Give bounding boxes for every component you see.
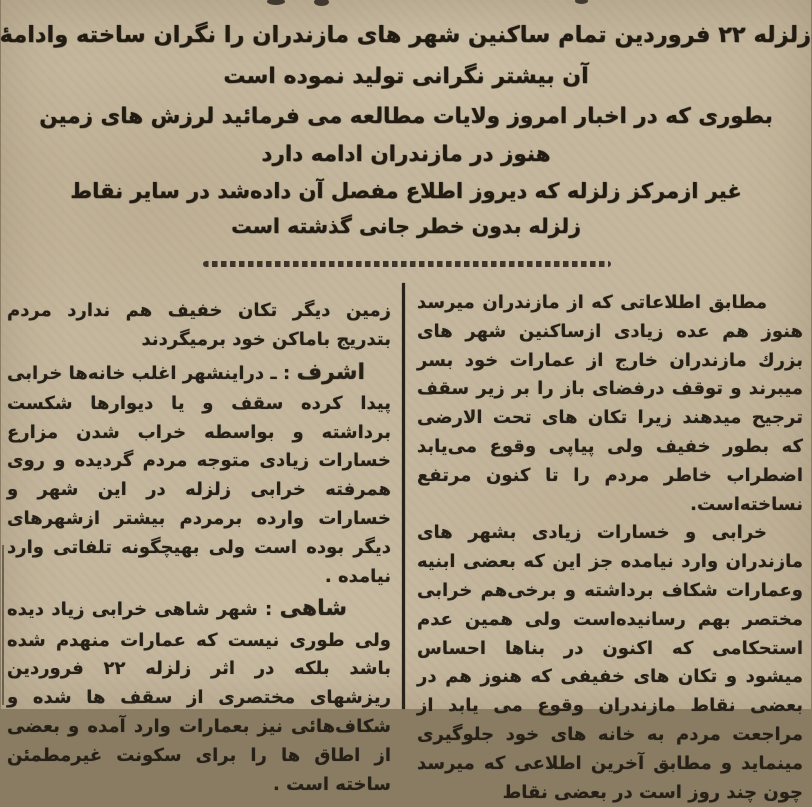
column-divider-line: [402, 283, 405, 709]
paragraph: خرابی و خسارات زیادی بشهر های مازندران وارد نیامده جز این که بعضی ابنیه وعمارات شکاف برداشته و برخی‌هم خرابی مختصر بهم رسانیده‌است ولی همین عدم استحکامی که اکنون در بناها احساس میشود و تکان های خفیفی که هنوز هم در بعضی نقاط مازندران وقوع می یابد از مراجعت مردم به خانه های خود جلوگیری مینماید و مطابق آخرین اطلاعی که میرسد چون چند روز است در بعضی نقاط: [417, 522, 803, 803]
section-separator: :: [257, 599, 280, 621]
column-first: [417, 289, 803, 807]
city-section-shahi: [7, 591, 391, 799]
headline-line-6: زلزله بدون خطر جانی گذشته است: [231, 214, 581, 238]
cut-off-text-mark: [575, 0, 588, 4]
paragraph: مطابق اطلاعاتی که از مازندران میرسد هنوز هم عده زیادی ازساکنین شهر های بزرك مازندران خارج از عمارات خود بسر میبرند و توقف درفضای باز را بر زیر سقف ترجیح میدهند زیرا تکان های تحت الارضی که بطور خفیف ولی پیاپی وقوع می‌یابد اضطراب خاطر مردم را تا کنون مرتفع نساخته‌است.: [417, 292, 803, 515]
headline-line-1: زلزله ۲۲ فروردین تمام ساکنین شهر های مازندران را نگران ساخته وادامهٔ: [0, 22, 811, 48]
headline-line-5: غیر ازمرکز زلزله که دیروز اطلاع مفصل آن داده‌شد در سایر نقاط: [70, 179, 742, 203]
section-separator: : ـ: [264, 362, 297, 384]
section-text: دراینشهر اغلب خانه‌ها خرابی پیدا کرده سقف و یا دیوارها شکست برداشته و بواسطه خراب شدن مزارع خسارات زیادی متوجه مردم گردیده و روی همرفته خرابی زلزله در این شهر و خسارات وارده برمردم بیشتر ازشهرهای دیگر بوده است ولی بهیچگونه تلفاتی وارد نیامده .: [7, 362, 391, 587]
section-heading: اشرف: [296, 359, 365, 385]
dotted-separator: [203, 261, 611, 267]
article-body: [1, 283, 811, 803]
cut-off-text-mark: [314, 0, 329, 6]
headline-line-4: هنوز در مازندران ادامه دارد: [261, 142, 551, 167]
headline-line-3: بطوری که در اخبار امروز ولایات مطالعه می فرمائید لرزش های زمین: [39, 104, 773, 129]
headline-block: [1, 14, 811, 238]
left-edge-rule: [2, 545, 4, 705]
section-text: شهر شاهی خرابی زیاد دیده ولی طوری نیست که عمارات منهدم شده باشد بلکه در اثر زلزله ۲۲ فروردین ریزشهای مختصری از سقف ها شده و شکاف‌هائی نیز بعمارات وارد آمده و بعضی از اطاق ها را برای سکونت غیرمطمئن ساخته است .: [7, 599, 391, 795]
section-heading: شاهی: [279, 596, 348, 622]
cut-off-text-mark: [267, 0, 285, 5]
headline-line-2: آن بیشتر نگرانی تولید نموده است: [223, 64, 589, 89]
column-second: [7, 297, 391, 799]
city-section-ashraf: [7, 355, 391, 592]
paragraph-continuation: زمین دیگر تکان خفیف هم ندارد مردم بتدریج باماکن خود برمیگردند: [7, 300, 391, 350]
